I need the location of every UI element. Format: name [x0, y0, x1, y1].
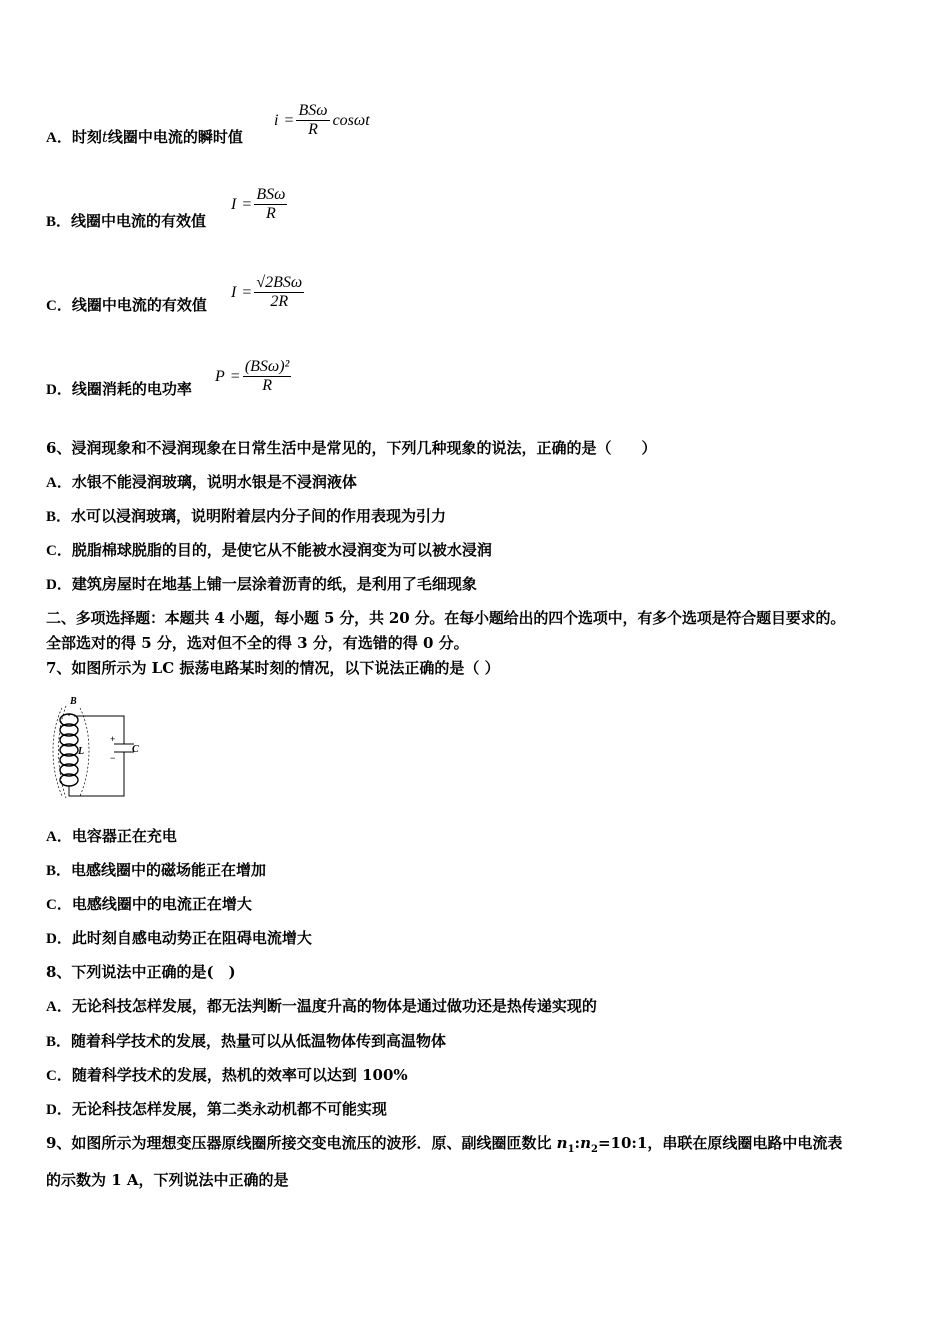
option-label: C． [46, 897, 72, 913]
q5-option-b [46, 211, 206, 232]
q5-option-c [46, 295, 207, 316]
option-text: 无论科技怎样发展，第二类永动机都不可能实现 [71, 1100, 387, 1118]
option-label: A． [46, 999, 72, 1015]
q9-stem-part-a: 9、如图所示为理想变压器原线圈所接交变电流压的波形．原、副线圈匝数比 [46, 1134, 557, 1152]
option-label: D． [46, 577, 72, 593]
label-c: C [132, 744, 139, 755]
section2-line2: 全部选对的得 5 分，选对但不全的得 3 分，有选错的得 0 分。 [46, 634, 469, 652]
formula-a [271, 102, 373, 139]
formula-lhs: P [215, 367, 225, 385]
option-text: 无论科技怎样发展，都无法判断一温度升高的物体是通过做功还是热传递实现的 [71, 997, 597, 1015]
q6-option-b [46, 506, 446, 527]
option-text: 水银不能浸润玻璃，说明水银是不浸润液体 [71, 473, 357, 491]
section2-line1: 二、多项选择题：本题共 4 小题，每小题 5 分，共 20 分。在每小题给出的四个选项中，有多个选项是符合题目要求的。 [46, 609, 846, 627]
option-text: 电感线圈中的磁场能正在增加 [71, 861, 267, 879]
denominator: 2R [270, 293, 289, 310]
var-n1: n [556, 1134, 568, 1152]
formula-b [228, 186, 287, 223]
option-label: C． [46, 298, 72, 314]
q6-stem: 6、浸润现象和不浸润现象在日常生活中是常见的，下列几种现象的说法，正确的是（ ） [46, 439, 657, 457]
option-text: 时刻 [71, 128, 102, 146]
subscript-2: 2 [591, 1144, 598, 1155]
option-text: 线圈中电流的有效值 [71, 296, 207, 314]
option-text: 电感线圈中的电流正在增大 [71, 895, 252, 913]
fraction [243, 358, 292, 395]
equals-sign: = [242, 283, 252, 301]
formula-lhs: I [231, 195, 237, 213]
numerator: √2BSω [256, 274, 303, 291]
var-t: t [101, 128, 108, 146]
option-label: A． [46, 829, 72, 845]
subscript-1: 1 [567, 1144, 575, 1155]
q6-option-c [46, 540, 492, 561]
option-text: 脱脂棉球脱脂的目的，是使它从不能被水浸润变为可以被水浸润 [71, 541, 492, 559]
q7-stem: 7、如图所示为 LC 振荡电路某时刻的情况，以下说法正确的是（ ） [46, 659, 500, 677]
q5-option-a [46, 127, 243, 148]
equals-sign: = [230, 367, 240, 385]
option-label: B． [46, 863, 72, 879]
var-n2: n [580, 1134, 591, 1152]
lc-circuit-figure [44, 692, 144, 804]
option-label: A． [46, 475, 72, 491]
q9-stem-line1 [46, 1133, 842, 1160]
q8-stem: 8、下列说法中正确的是( ) [46, 963, 236, 981]
option-text: 此时刻自感电动势正在阻碍电流增大 [71, 929, 312, 947]
q7-option-b [46, 860, 266, 881]
label-minus: − [110, 753, 116, 763]
equals-sign: = [284, 111, 294, 129]
option-label: D． [46, 382, 72, 398]
option-text: 建筑房屋时在地基上铺一层涂着沥青的纸，是利用了毛细现象 [71, 575, 477, 593]
fraction [254, 186, 287, 223]
option-text: 水可以浸润玻璃，说明附着层内分子间的作用表现为引力 [71, 507, 447, 525]
option-label: B． [46, 509, 72, 525]
ratio-colon: : [574, 1134, 581, 1152]
q9-stem-line2: 的示数为 1 A，下列说法中正确的是 [46, 1171, 289, 1189]
option-text: 随着科学技术的发展，热机的效率可以达到 100% [71, 1066, 408, 1084]
option-label: A． [46, 130, 72, 146]
formula-lhs: i [274, 111, 279, 129]
label-l: L [78, 746, 85, 757]
q8-option-a [46, 996, 597, 1017]
numerator: (BSω)² [244, 358, 290, 375]
formula-c [228, 274, 304, 311]
q7-option-d [46, 928, 312, 949]
option-label: C． [46, 1068, 72, 1084]
option-text: 线圈中电流的有效值 [71, 212, 207, 230]
inductor-coil [60, 714, 78, 786]
q7-option-a [46, 826, 177, 847]
numerator: BSω [298, 102, 328, 119]
option-label: B． [46, 1034, 72, 1050]
option-label: B． [46, 214, 72, 230]
numerator: BSω [256, 186, 286, 203]
formula-tail: cosωt [332, 111, 370, 129]
option-text-2: 线圈中电流的瞬时值 [107, 128, 243, 146]
option-text: 电容器正在充电 [71, 827, 177, 845]
formula-lhs: I [231, 283, 237, 301]
option-text: 随着科学技术的发展，热量可以从低温物体传到高温物体 [71, 1032, 447, 1050]
option-label: C． [46, 543, 72, 559]
option-label: D． [46, 1102, 72, 1118]
q6-option-d [46, 574, 477, 595]
q8-option-b [46, 1031, 446, 1052]
q8-option-d [46, 1099, 387, 1120]
fraction [254, 274, 304, 311]
q7-option-c [46, 894, 252, 915]
q9-stem-part-b: =10:1，串联在原线圈电路中电流表 [597, 1134, 843, 1152]
option-text: 线圈消耗的电功率 [71, 380, 192, 398]
equals-sign: = [242, 195, 252, 213]
q8-option-c [46, 1065, 408, 1086]
option-label: D． [46, 931, 72, 947]
denominator: R [266, 205, 276, 222]
fraction [296, 102, 329, 139]
q6-option-a [46, 472, 357, 493]
denominator: R [262, 377, 272, 394]
formula-d [212, 358, 291, 395]
label-plus: + [110, 734, 116, 744]
label-b: B [70, 696, 77, 707]
denominator: R [308, 121, 318, 138]
q5-option-d [46, 379, 192, 400]
